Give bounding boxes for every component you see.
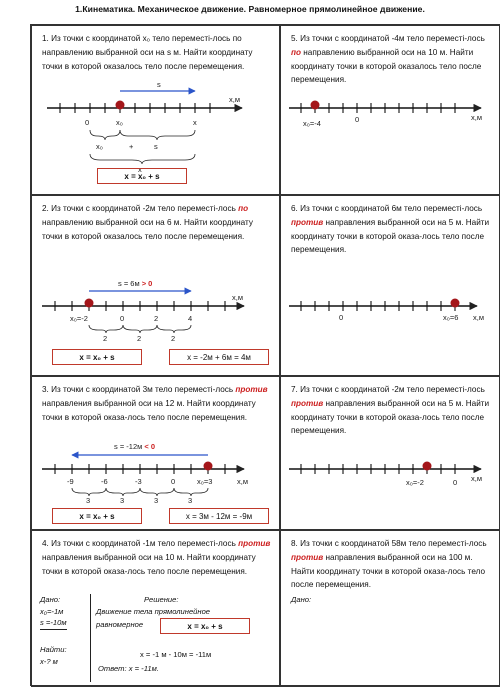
given-heading: Дано: (291, 595, 312, 604)
x0-label: x₀=-4 (303, 119, 321, 128)
divider (90, 594, 91, 682)
tick-label-4: 4 (188, 314, 193, 323)
task-7-cell (280, 376, 500, 530)
answer: Ответ: x = -11м. (98, 664, 159, 673)
task-4-text: 4. Из точки с координатой -1м тело переместі-лось против направления выбранной оси на 10 м. Найти координату точки в которой оказа-лось тело после перемещения. (42, 539, 271, 576)
task-grid (30, 24, 500, 686)
formula-box: x = x₀ + s (52, 508, 142, 524)
s-label: s = 6м > 0 (118, 279, 153, 288)
task-3-text: 3. Из точки с координатой 3м тело переместі-лось против направления выбранной оси на 12 м. Найти координату точки в которой оказа-лось тело после перемещения. (42, 385, 268, 422)
start-point (85, 299, 94, 308)
zero-label: 0 (453, 478, 458, 487)
axis-label: x,м (471, 474, 482, 483)
start-point (204, 462, 213, 471)
task-5-diagram (281, 26, 500, 195)
formula-box: x = x₀ + s (160, 618, 250, 634)
task-7-diagram (281, 377, 500, 530)
zero-label: 0 (339, 313, 344, 322)
task-2-cell (31, 195, 280, 376)
zero-label: 0 (120, 314, 125, 323)
axis-label: x,м (237, 477, 248, 486)
brace-label-2: 2 (137, 334, 142, 343)
plus-sign: + (129, 142, 134, 151)
s-brace-label: s (154, 142, 158, 151)
find-block: Найти: x-? м (40, 645, 67, 666)
task-6-diagram (281, 196, 500, 376)
x-brace-label: x (138, 165, 142, 174)
page-title: 1.Кинематика. Механическое движение. Равномерное прямолинейное движение. (75, 4, 425, 14)
task-1-cell (31, 25, 280, 195)
task-1-text: 1. Из точки с координатой x₀ тело переместі-лось по направлению выбранной оси на s м. Найти координату точки в которой оказалось тело после перемещения. (42, 34, 253, 71)
brace-label-3: 3 (154, 496, 159, 505)
axis-label: x,м (229, 95, 240, 104)
task-5-cell (280, 25, 500, 195)
solution-heading: Решение: (144, 595, 179, 604)
axis-label: x,м (473, 313, 484, 322)
s-label: s = -12м < 0 (114, 442, 156, 451)
brace-label-4: 3 (188, 496, 193, 505)
task-4-cell (31, 530, 280, 687)
solution-text-1: Движение тела прямолинейное (96, 607, 211, 616)
axis-label: x,м (232, 293, 243, 302)
x0-label: x₀ (116, 118, 123, 127)
x0-brace-label: x₀ (96, 142, 103, 151)
tick-label-2: 2 (154, 314, 159, 323)
x-label: x (193, 118, 197, 127)
x0-label: x₀=-2 (406, 478, 424, 487)
start-point (311, 101, 320, 110)
x0-label: x₀=-2 (70, 314, 88, 323)
x0-label: x₀=3 (197, 477, 213, 486)
start-point (423, 462, 432, 471)
zero-label: 0 (171, 477, 176, 486)
start-point (451, 299, 460, 308)
formula-box: x = x₀ + s (52, 349, 142, 365)
brace-label-3: 2 (171, 334, 176, 343)
task-3-cell (31, 376, 280, 530)
brace-label-2: 3 (120, 496, 125, 505)
axis-label: x,м (471, 113, 482, 122)
zero-label: 0 (355, 115, 360, 124)
x0-label: x₀=6 (443, 313, 459, 322)
task-6-cell (280, 195, 500, 376)
brace-label-1: 3 (86, 496, 91, 505)
zero-label: 0 (85, 118, 90, 127)
calc-box: x = 3м - 12м = -9м (169, 508, 269, 524)
tick-label-m3: -3 (135, 477, 142, 486)
brace-label-1: 2 (103, 334, 108, 343)
start-point (116, 101, 125, 110)
task-5-text: 5. Из точки с координатой -4м тело переместі-лось по направлению выбранной оси на 10 м. Найти координату точки в которой оказалось тело после перемещения. (291, 34, 485, 85)
given-block: Дано: x₀=-1м s =-10м (40, 594, 67, 630)
task-6-text: 6. Из точки с координатой 6м тело переместі-лось против направления выбранной оси на 5 м. Найти координату точки в которой оказа-лось тело после перемещения. (291, 204, 490, 255)
tick-label-m6: -6 (101, 477, 108, 486)
task-8-text: 8. Из точки с координатой 58м тело переместі-лось против направления выбранной оси на 100 м. Найти координату точки в которой оказа-лось тело после перемещения. (291, 539, 487, 590)
task-7-text: 7. Из точки с координатой -2м тело переместі-лось против направления выбранной оси на 5 м. Найти координату точки в которой оказа-лось тело после перемещения. (291, 385, 490, 436)
task-8-cell (280, 530, 500, 687)
task-2-text: 2. Из точки с координатой -2м тело переместі-лось по направлению выбранной оси на 6 м. Найти координату точки в которой оказалось тело после перемещения. (42, 204, 253, 241)
s-label: s (157, 80, 161, 89)
calc-box: x = -2м + 6м = 4м (169, 349, 269, 365)
calculation: x = -1 м - 10м = -11м (140, 650, 212, 659)
solution-text-2: равномерное (96, 620, 144, 629)
formula-box: x = x₀ + s (97, 168, 187, 184)
tick-label-m9: -9 (67, 477, 74, 486)
